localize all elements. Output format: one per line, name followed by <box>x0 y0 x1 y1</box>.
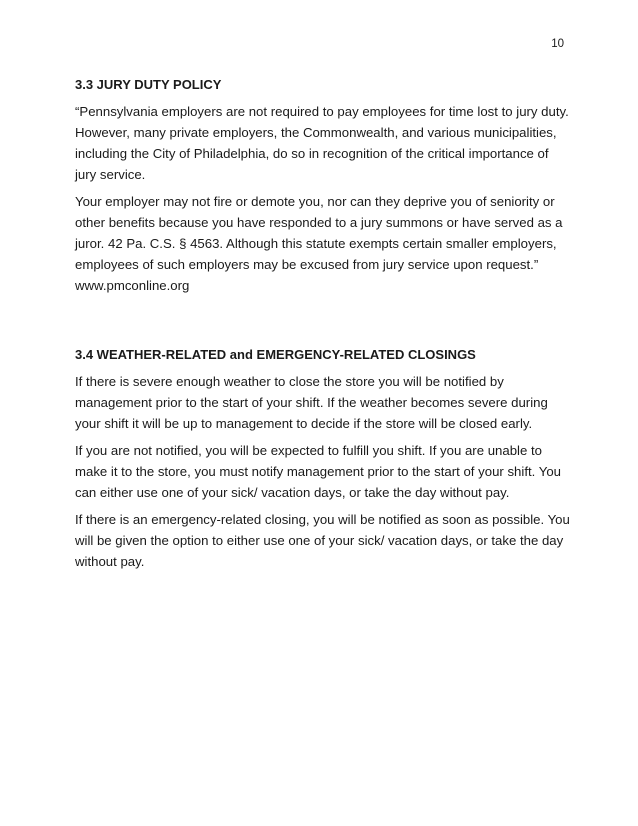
paragraph: If you are not notified, you will be expected to fulfill you shift. If you are unable to make it to the store, you must notify management prior to the start of your shift. You can either use one of your sick/ vacation days, or take the day without pay. <box>75 443 561 500</box>
paragraph: If there is severe enough weather to close the store you will be notified by management prior to the start of your shift. If the weather becomes severe during your shift it will be up to management to decide if the store will be closed early. <box>75 374 548 431</box>
document-body <box>75 74 570 578</box>
section-jury-duty-policy <box>75 74 570 296</box>
page-number: 10 <box>551 38 564 50</box>
section-spacer <box>75 302 570 344</box>
section-heading: 3.4 WEATHER-RELATED and EMERGENCY-RELATED CLOSINGS <box>75 347 476 362</box>
section-weather-closings <box>75 344 570 572</box>
paragraph: If there is an emergency-related closing, you will be notified as soon as possible. You will be given the option to either use one of your sick/ vacation days, or take the day without pay. <box>75 512 570 569</box>
section-heading: 3.3 JURY DUTY POLICY <box>75 77 222 92</box>
paragraph: Your employer may not fire or demote you, nor can they deprive you of seniority or other benefits because you have responded to a jury summons or have served as a juror. 42 Pa. C.S. § 4563. Although this statute exempts certain smaller employers, employees of such employers may be excused from jury service upon request.” www.pmconline.org <box>75 194 563 293</box>
paragraph: “Pennsylvania employers are not required to pay employees for time lost to jury duty. However, many private employers, the Commonwealth, and various municipalities, including the City of Philadelphia, do so in recognition of the critical importance of jury service. <box>75 104 569 182</box>
